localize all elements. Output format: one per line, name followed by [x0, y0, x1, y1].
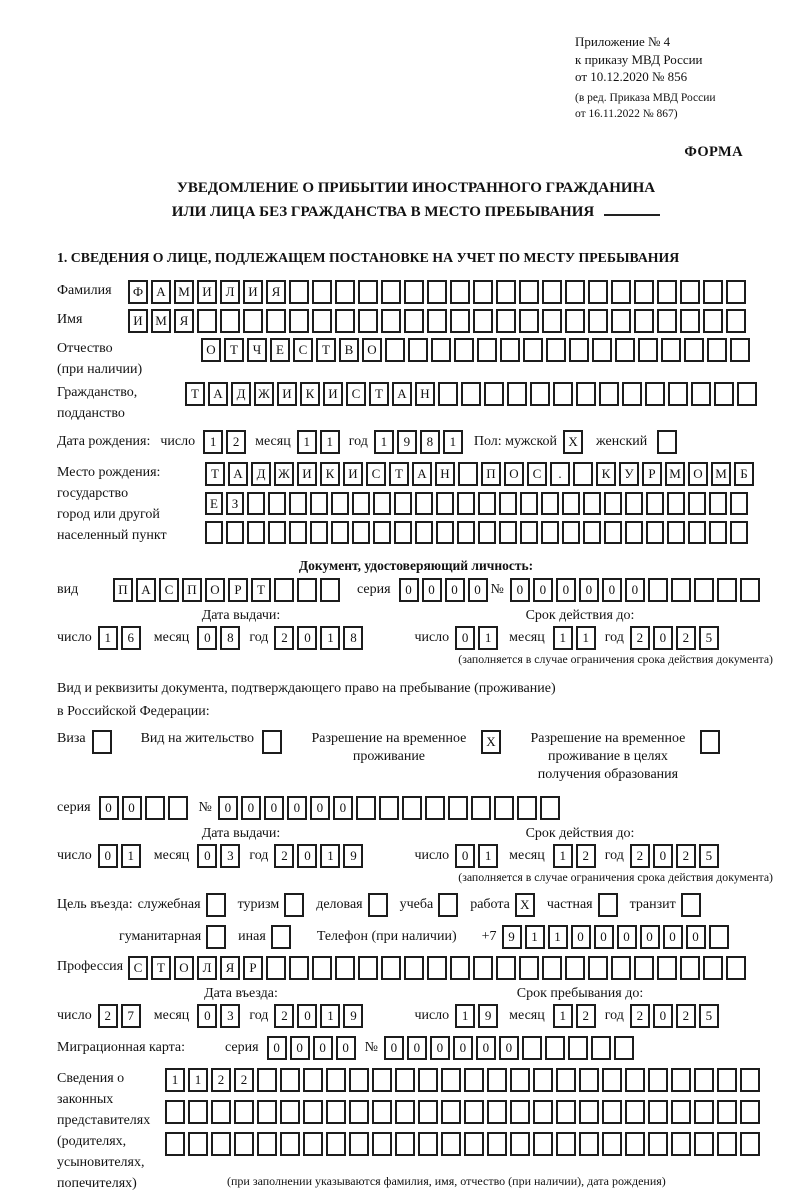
entry-month-label: месяц [153, 1008, 190, 1024]
valid-month-label: месяц [509, 630, 545, 646]
appendix-line: Приложение № 4 [575, 34, 671, 49]
entry-dates-row [57, 1004, 775, 1028]
identity-valid-month-cells[interactable]: 1 1 [553, 626, 599, 650]
till-day-label: число [414, 1008, 450, 1024]
residence-issue-day-label: число [57, 848, 92, 864]
stay-till-header: Срок пребывания до: [516, 986, 644, 1002]
title-blank-line [604, 200, 660, 216]
purpose-label: Цель въезда: [57, 897, 133, 913]
temp-residence-education-option [522, 730, 723, 785]
purpose-humanitarian-label: гуманитарная [119, 929, 202, 945]
residence-valid-year-cells[interactable]: 2 0 2 5 [630, 844, 722, 868]
representatives-label: Сведения о законных представителях (родителях, усыновителях, попечителях) [57, 1071, 151, 1192]
identity-valid-header: Срок действия до: [525, 608, 635, 624]
residence-doc-note: (заполняется в случае ограничения срока действия документа) [458, 870, 773, 885]
representatives-cells-row3[interactable] [165, 1132, 763, 1156]
identity-issue-day-cells[interactable]: 1 6 [98, 626, 144, 650]
purpose-tourism-label: туризм [237, 897, 280, 913]
phone-cells[interactable]: 9 1 1 0 0 0 0 0 0 [502, 925, 732, 949]
citizenship-cells[interactable]: Т А Д Ж И К И С Т А Н [185, 382, 760, 406]
purpose-work-checkbox[interactable]: X [515, 893, 538, 917]
purpose-private-checkbox[interactable] [598, 893, 621, 917]
profession-label: Профессия [57, 959, 124, 975]
birth-month-cells[interactable]: 1 1 [297, 430, 343, 454]
identity-doc-series-cells[interactable]: 0 0 0 0 [399, 578, 491, 602]
residence-doc-line1: Вид и реквизиты документа, подтверждающего право на пребывание (проживание) [57, 681, 556, 697]
purpose-official-label: служебная [137, 897, 201, 913]
representatives-row [57, 1068, 775, 1194]
patronymic-cells[interactable]: О Т Ч Е С Т В О [201, 338, 753, 362]
sex-male-checkbox[interactable]: X [563, 430, 586, 454]
residence-issue-header: Дата выдачи: [201, 826, 281, 842]
representatives-note: (при заполнении указываются фамилия, имя, отчество (при наличии), дата рождения) [227, 1174, 666, 1189]
form-label: ФОРМА [684, 143, 743, 160]
purpose-work-label: работа [470, 897, 510, 913]
identity-doc-type-label: вид [57, 582, 79, 598]
section1-heading: 1. СВЕДЕНИЯ О ЛИЦЕ, ПОДЛЕЖАЩЕМ ПОСТАНОВКЕ НА УЧЕТ ПО МЕСТУ ПРЕБЫВАНИЯ [57, 250, 680, 266]
patronymic-label-note: (при наличии) [57, 362, 143, 378]
issue-month-label: месяц [153, 630, 190, 646]
representatives-cells-row1[interactable]: 1 1 2 2 [165, 1068, 763, 1092]
identity-valid-day-cells[interactable]: 0 1 [455, 626, 501, 650]
title-line-2: ИЛИ ЛИЦА БЕЗ ГРАЖДАНСТВА В МЕСТО ПРЕБЫВАНИЯ [57, 200, 775, 224]
purpose-transit-label: транзит [629, 897, 676, 913]
surname-label: Фамилия [57, 283, 112, 299]
birth-date-row [57, 430, 775, 454]
temp-residence-education-checkbox[interactable] [700, 730, 723, 754]
citizenship-row [57, 382, 775, 424]
document-title [57, 177, 775, 225]
appendix-subline: (в ред. Приказа МВД России [575, 91, 716, 104]
birth-month-label: месяц [255, 434, 291, 450]
residence-issue-month-label: месяц [153, 848, 190, 864]
surname-cells[interactable]: Ф А М И Л И Я [128, 280, 749, 304]
residence-permit-label: Вид на жительство [140, 730, 254, 746]
identity-doc-dates-row [57, 626, 775, 650]
appendix-line: от 10.12.2020 № 856 [575, 69, 688, 85]
purpose-other-label: иная [238, 929, 266, 945]
identity-doc-heading: Документ, удостоверяющий личность: [298, 558, 534, 574]
entry-date-header: Дата въезда: [204, 986, 278, 1002]
sex-female-label: женский [596, 434, 648, 450]
identity-doc-number-label: № [490, 582, 504, 598]
given-name-cells[interactable]: И М Я [128, 309, 749, 333]
residence-doc-dates-row [57, 844, 775, 868]
identity-doc-date-headers [57, 608, 775, 624]
temp-residence-checkbox[interactable]: X [481, 730, 504, 754]
residence-valid-month-label: месяц [509, 848, 545, 864]
temp-residence-education-label: Разрешение на временное проживание в целях получения образования [530, 730, 686, 782]
residence-issue-year-cells[interactable]: 2 0 1 9 [274, 844, 366, 868]
identity-doc-note: (заполняется в случае ограничения срока действия документа) [458, 652, 773, 667]
representatives-cells-row2[interactable] [165, 1100, 763, 1124]
patronymic-row [57, 338, 775, 380]
purpose-business-checkbox[interactable] [368, 893, 391, 917]
profession-cells[interactable]: С Т О Л Я Р [128, 956, 749, 980]
residence-doc-line2: в Российской Федерации: [57, 704, 210, 720]
residence-issue-day-cells[interactable]: 0 1 [98, 844, 144, 868]
identity-doc-number-cells[interactable]: 0 0 0 0 0 0 [510, 578, 763, 602]
till-month-label: месяц [509, 1008, 545, 1024]
purpose-study-checkbox[interactable] [438, 893, 461, 917]
issue-year-label: год [249, 630, 269, 646]
residence-series-cells[interactable]: 0 0 [99, 796, 191, 820]
birth-place-label: Место рождения: государство город или другой населенный пункт [57, 465, 167, 544]
given-name-label: Имя [57, 312, 83, 328]
entry-day-label: число [57, 1008, 92, 1024]
profession-row [57, 956, 775, 980]
sex-female-checkbox[interactable] [657, 430, 680, 454]
till-month-cells[interactable]: 1 2 [553, 1004, 599, 1028]
patronymic-label: Отчество (при наличии) [57, 338, 201, 380]
birth-day-cells[interactable]: 1 2 [203, 430, 249, 454]
purpose-study-label: учеба [399, 897, 434, 913]
migration-card-row [57, 1036, 775, 1060]
phone-prefix: +7 [481, 929, 497, 945]
appendix-subline: от 16.11.2022 № 867) [575, 107, 678, 120]
residence-number-label: № [198, 800, 212, 816]
purpose-other-checkbox[interactable] [271, 925, 294, 949]
given-name-row [57, 309, 775, 333]
residence-permit-option [141, 730, 285, 754]
entry-month-cells[interactable]: 0 3 [197, 1004, 243, 1028]
residence-series-label: серия [57, 800, 91, 816]
purpose-tourism-checkbox[interactable] [284, 893, 307, 917]
identity-doc-type-cells[interactable]: П А С П О Р Т [113, 578, 343, 602]
birth-year-cells[interactable]: 1 9 8 1 [374, 430, 466, 454]
identity-valid-year-cells[interactable]: 2 0 2 5 [630, 626, 722, 650]
migration-card-label: Миграционная карта: [57, 1040, 186, 1056]
till-day-cells[interactable]: 1 9 [455, 1004, 501, 1028]
visa-label: Виза [57, 730, 86, 746]
appendix-header [575, 33, 775, 122]
birth-day-label: число [160, 434, 196, 450]
birth-place-row [57, 462, 775, 550]
entry-day-cells[interactable]: 2 7 [98, 1004, 144, 1028]
identity-issue-header: Дата выдачи: [201, 608, 281, 624]
issue-day-label: число [57, 630, 92, 646]
identity-issue-month-cells[interactable]: 0 8 [197, 626, 243, 650]
birth-place-cells-row1[interactable]: Т А Д Ж И К И С Т А Н П О С . К У Р М О М Б [205, 462, 757, 486]
migration-number-label: № [364, 1040, 378, 1056]
residence-issue-month-cells[interactable]: 0 3 [197, 844, 243, 868]
residence-doc-options [57, 730, 775, 785]
birth-date-label: Дата рождения: [57, 434, 151, 450]
till-year-label: год [604, 1008, 624, 1024]
residence-issue-year-label: год [249, 848, 269, 864]
citizenship-label: Гражданство, подданство [57, 385, 138, 422]
residence-permit-checkbox[interactable] [262, 730, 285, 754]
temp-residence-label: Разрешение на временное проживание [311, 730, 467, 764]
purpose-business-label: деловая [316, 897, 363, 913]
residence-doc-paragraph [57, 677, 775, 723]
identity-issue-year-cells[interactable]: 2 0 1 8 [274, 626, 366, 650]
residence-valid-year-label: год [604, 848, 624, 864]
appendix-line: к приказу МВД России [575, 51, 703, 67]
residence-valid-day-cells[interactable]: 0 1 [455, 844, 501, 868]
purpose-row2 [119, 925, 775, 949]
identity-doc-row [57, 578, 775, 602]
visa-checkbox[interactable] [92, 730, 115, 754]
birth-year-label: год [348, 434, 368, 450]
surname-row [57, 280, 775, 304]
phone-label: Телефон (при наличии) [316, 929, 457, 945]
birth-place-cells-row3[interactable] [205, 521, 751, 544]
residence-valid-day-label: число [414, 848, 450, 864]
visa-option [57, 730, 115, 754]
entry-year-cells[interactable]: 2 0 1 9 [274, 1004, 366, 1028]
valid-day-label: число [414, 630, 450, 646]
residence-doc-series-row [57, 796, 775, 820]
residence-doc-date-headers [57, 826, 775, 842]
purpose-humanitarian-checkbox[interactable] [206, 925, 229, 949]
birth-place-cells-row2[interactable]: Е З [205, 492, 751, 515]
identity-doc-series-label: серия [357, 582, 391, 598]
residence-valid-header: Срок действия до: [525, 826, 635, 842]
purpose-transit-checkbox[interactable] [681, 893, 704, 917]
purpose-private-label: частная [546, 897, 593, 913]
residence-number-cells[interactable]: 0 0 0 0 0 0 [218, 796, 563, 820]
migration-series-label: серия [225, 1040, 259, 1056]
title-line-1: УВЕДОМЛЕНИЕ О ПРИБЫТИИ ИНОСТРАННОГО ГРАЖДАНИНА [176, 179, 656, 196]
till-year-cells[interactable]: 2 0 2 5 [630, 1004, 722, 1028]
migration-series-cells[interactable]: 0 0 0 0 [267, 1036, 359, 1060]
entry-year-label: год [249, 1008, 269, 1024]
migration-number-cells[interactable]: 0 0 0 0 0 0 [384, 1036, 637, 1060]
purpose-official-checkbox[interactable] [206, 893, 229, 917]
temp-residence-option [303, 730, 504, 766]
sex-male-label: Пол: мужской [473, 434, 558, 450]
valid-year-label: год [604, 630, 624, 646]
purpose-row1 [57, 893, 775, 917]
residence-valid-month-cells[interactable]: 1 2 [553, 844, 599, 868]
entry-date-headers [57, 986, 775, 1002]
